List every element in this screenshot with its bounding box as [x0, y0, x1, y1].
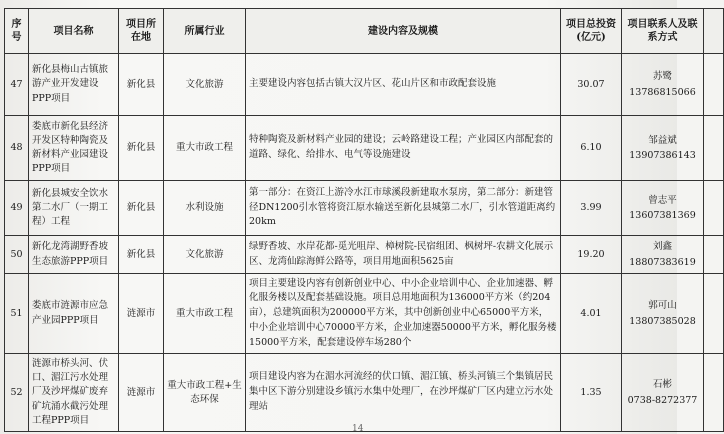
cell-content: 特种陶瓷及新材料产业园的建设；云岭路建设工程；产业园区内部配套的道路、绿化、给排水、电气等设施建设 [246, 116, 561, 181]
cell-no: 52 [5, 354, 29, 432]
header-extra [704, 9, 724, 54]
cell-contact [622, 181, 704, 236]
table-row [5, 236, 724, 274]
table-row [5, 54, 724, 116]
contact-name: 曾志平 [648, 194, 677, 206]
header-name: 项目名称 [29, 9, 119, 54]
contact-phone: 13807385028 [629, 315, 696, 327]
cell-extra [704, 54, 724, 116]
cell-contact [622, 116, 704, 181]
contact-name: 郭可山 [648, 300, 677, 312]
cell-no: 48 [5, 116, 29, 181]
cell-name: 新化龙湾湖野香坡生态旅游PPP项目 [29, 236, 119, 274]
cell-extra [704, 116, 724, 181]
cell-investment: 1.35 [561, 354, 622, 432]
cell-investment: 4.01 [561, 274, 622, 354]
cell-content: 项目主要建设内容有创新创业中心、中小企业培训中心、企业加速器、孵化服务楼以及配套基础设施。项目总用地面积为136000平方米（约204亩），总建筑面积为200000平方米，其中创新创业中心65000平方米，中小企业培训中心70000平方米，企业加速器50000平方米，孵化服务楼15000平方米，配套建设停车场280个 [246, 274, 561, 354]
cell-no: 47 [5, 54, 29, 116]
cell-content: 项目建设内容为在湄水河流经的伏口镇、湄江镇、桥头河镇三个集镇居民集中区下游分别建设乡镇污水集中处理厂，在沙坪煤矿厂区内建立污水处理站 [246, 354, 561, 432]
contact-phone: 18807383619 [629, 256, 696, 268]
cell-content: 主要建设内容包括古镇大汉片区、花山片区和市政配套设施 [246, 54, 561, 116]
cell-extra [704, 181, 724, 236]
cell-no: 50 [5, 236, 29, 274]
cell-contact [622, 354, 704, 432]
cell-extra [704, 354, 724, 432]
header-contact: 项目联系人及联系方式 [622, 9, 704, 54]
contact-phone: 13607381369 [629, 210, 696, 221]
contact-phone: 13786815066 [629, 86, 696, 98]
cell-no: 49 [5, 181, 29, 236]
cell-contact [622, 274, 704, 354]
cell-industry: 文化旅游 [164, 236, 246, 274]
contact-name: 邹益斌 [648, 134, 677, 146]
cell-industry: 水利设施 [164, 181, 246, 236]
table-row [5, 116, 724, 181]
header-content: 建设内容及规模 [246, 9, 561, 54]
contact-name: 刘鑫 [652, 241, 672, 253]
header-investment: 项目总投资(亿元) [561, 9, 622, 54]
cell-name: 娄底市新化县经济开发区特种陶瓷及新材料产业园建设PPP项目 [29, 116, 119, 181]
page-number: 14 [352, 424, 364, 434]
cell-content: 第一部分：在资江上游冷水江市球溪段新建取水泵房，第二部分：新建管径DN1200引水管将资江原水输送至新化县城第二水厂，引水管道距离约20km [246, 181, 561, 236]
cell-name: 新化县梅山古镇旅游产业开发建设PPP项目 [29, 54, 119, 116]
table-header-row [5, 9, 724, 54]
cell-industry: 重大市政工程 [164, 116, 246, 181]
cell-industry: 重大市政工程 [164, 274, 246, 354]
contact-phone: 13907386143 [629, 150, 696, 161]
cell-location: 新化县 [119, 116, 164, 181]
cell-investment: 3.99 [561, 181, 622, 236]
header-industry: 所属行业 [164, 9, 246, 54]
cell-extra [704, 274, 724, 354]
cell-name: 涟源市桥头河、伏口、湄江污水处理厂及沙坪煤矿废弃矿坑涌水截污处理工程PPP项目 [29, 354, 119, 432]
header-location: 项目所在地 [119, 9, 164, 54]
cell-industry: 重大市政工程+生态环保 [164, 354, 246, 432]
cell-investment: 30.07 [561, 54, 622, 116]
contact-name: 苏鹭 [652, 71, 672, 83]
cell-location: 新化县 [119, 54, 164, 116]
table-row [5, 181, 724, 236]
contact-name: 石彬 [652, 379, 672, 391]
cell-industry: 文化旅游 [164, 54, 246, 116]
cell-no: 51 [5, 274, 29, 354]
cell-contact [622, 236, 704, 274]
cell-investment: 6.10 [561, 116, 622, 181]
cell-location: 新化县 [119, 236, 164, 274]
cell-name: 新化县城安全饮水第二水厂（一期工程）工程 [29, 181, 119, 236]
cell-location: 新化县 [119, 181, 164, 236]
cell-location: 涟源市 [119, 274, 164, 354]
table-row [5, 274, 724, 354]
cell-content: 绿野香坡、水岸花都-觅光咀岸、樟树院-民宿组团、枫树坪-农耕文化展示区、龙湾仙踪海鲜公路等，项目用地面积5625亩 [246, 236, 561, 274]
project-table [4, 8, 724, 432]
cell-extra [704, 236, 724, 274]
cell-name: 娄底市涟源市应急产业园PPP项目 [29, 274, 119, 354]
cell-location: 涟源市 [119, 354, 164, 432]
contact-phone: 0738-8272377 [627, 394, 698, 406]
cell-contact [622, 54, 704, 116]
table-row [5, 354, 724, 432]
header-no: 序号 [5, 9, 29, 54]
cell-investment: 19.20 [561, 236, 622, 274]
